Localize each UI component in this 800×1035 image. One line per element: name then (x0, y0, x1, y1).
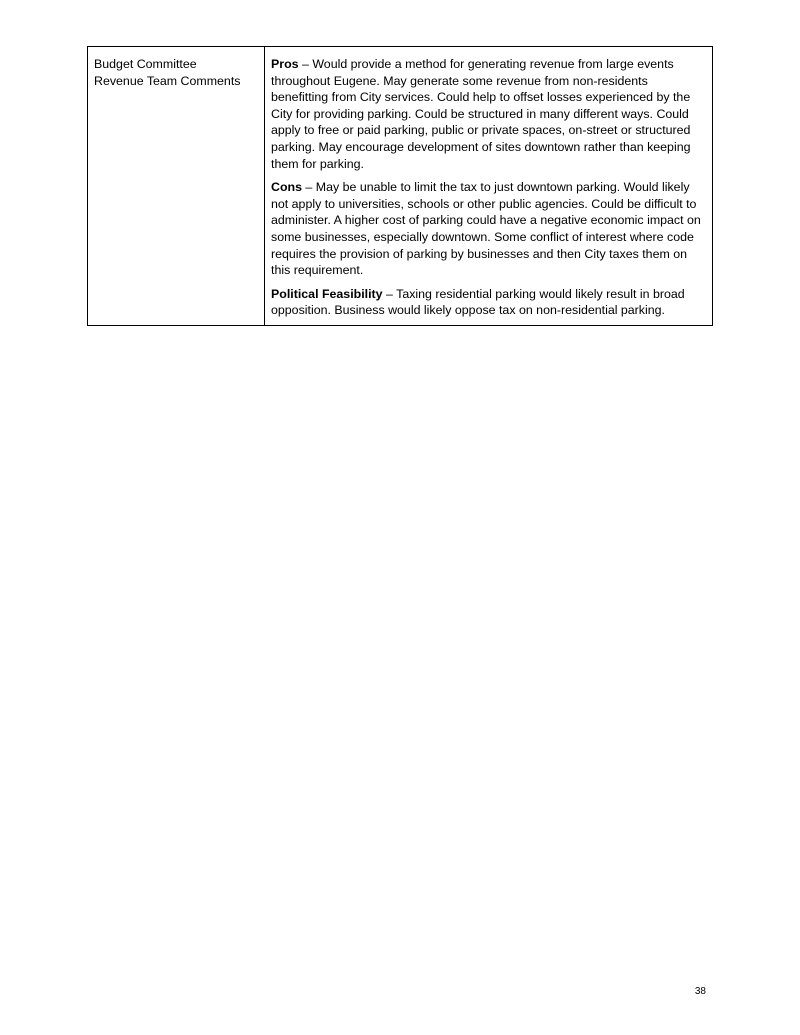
page-number: 38 (694, 986, 706, 997)
political-feasibility-paragraph (271, 286, 708, 319)
pros-separator: – (298, 57, 313, 71)
pros-text: Would provide a method for generating revenue from large events throughout Eugene. May generate some revenue from non-residents benefitting from City services. Could help to offset losses experienced by the City for providing parking. Could be structured in many different ways. Could apply to free or paid parking, public or private spaces, on-street or structured parking. May encourage development of sites downtown rather than keeping them for parking. (271, 57, 691, 171)
revenue-comments-table (87, 46, 713, 326)
pros-heading: Pros (271, 57, 299, 71)
cons-text: May be unable to limit the tax to just downtown parking. Would likely not apply to universities, schools or other public agencies. Could be difficult to administer. A higher cost of parking could have a negative economic impact on some businesses, especially downtown. Some conflict of interest where code requires the provision of parking by businesses and then City taxes them on this requirement. (271, 180, 701, 278)
cons-heading: Cons (271, 180, 302, 195)
pros-paragraph (271, 56, 708, 172)
row-label-line-1: Budget Committee (94, 57, 197, 71)
row-content-cell (265, 47, 713, 326)
row-label-line-2: Revenue Team Comments (94, 73, 241, 88)
political-feasibility-heading: Political Feasibility (271, 286, 383, 301)
political-feasibility-separator: – (382, 286, 397, 301)
political-feasibility-text: Taxing residential parking would likely result in broad opposition. Business would likely oppose tax on non-residential parking. (271, 286, 685, 318)
row-label-cell (88, 47, 265, 326)
table-row (88, 47, 713, 326)
cons-separator: – (301, 180, 316, 195)
cons-paragraph (271, 179, 708, 279)
